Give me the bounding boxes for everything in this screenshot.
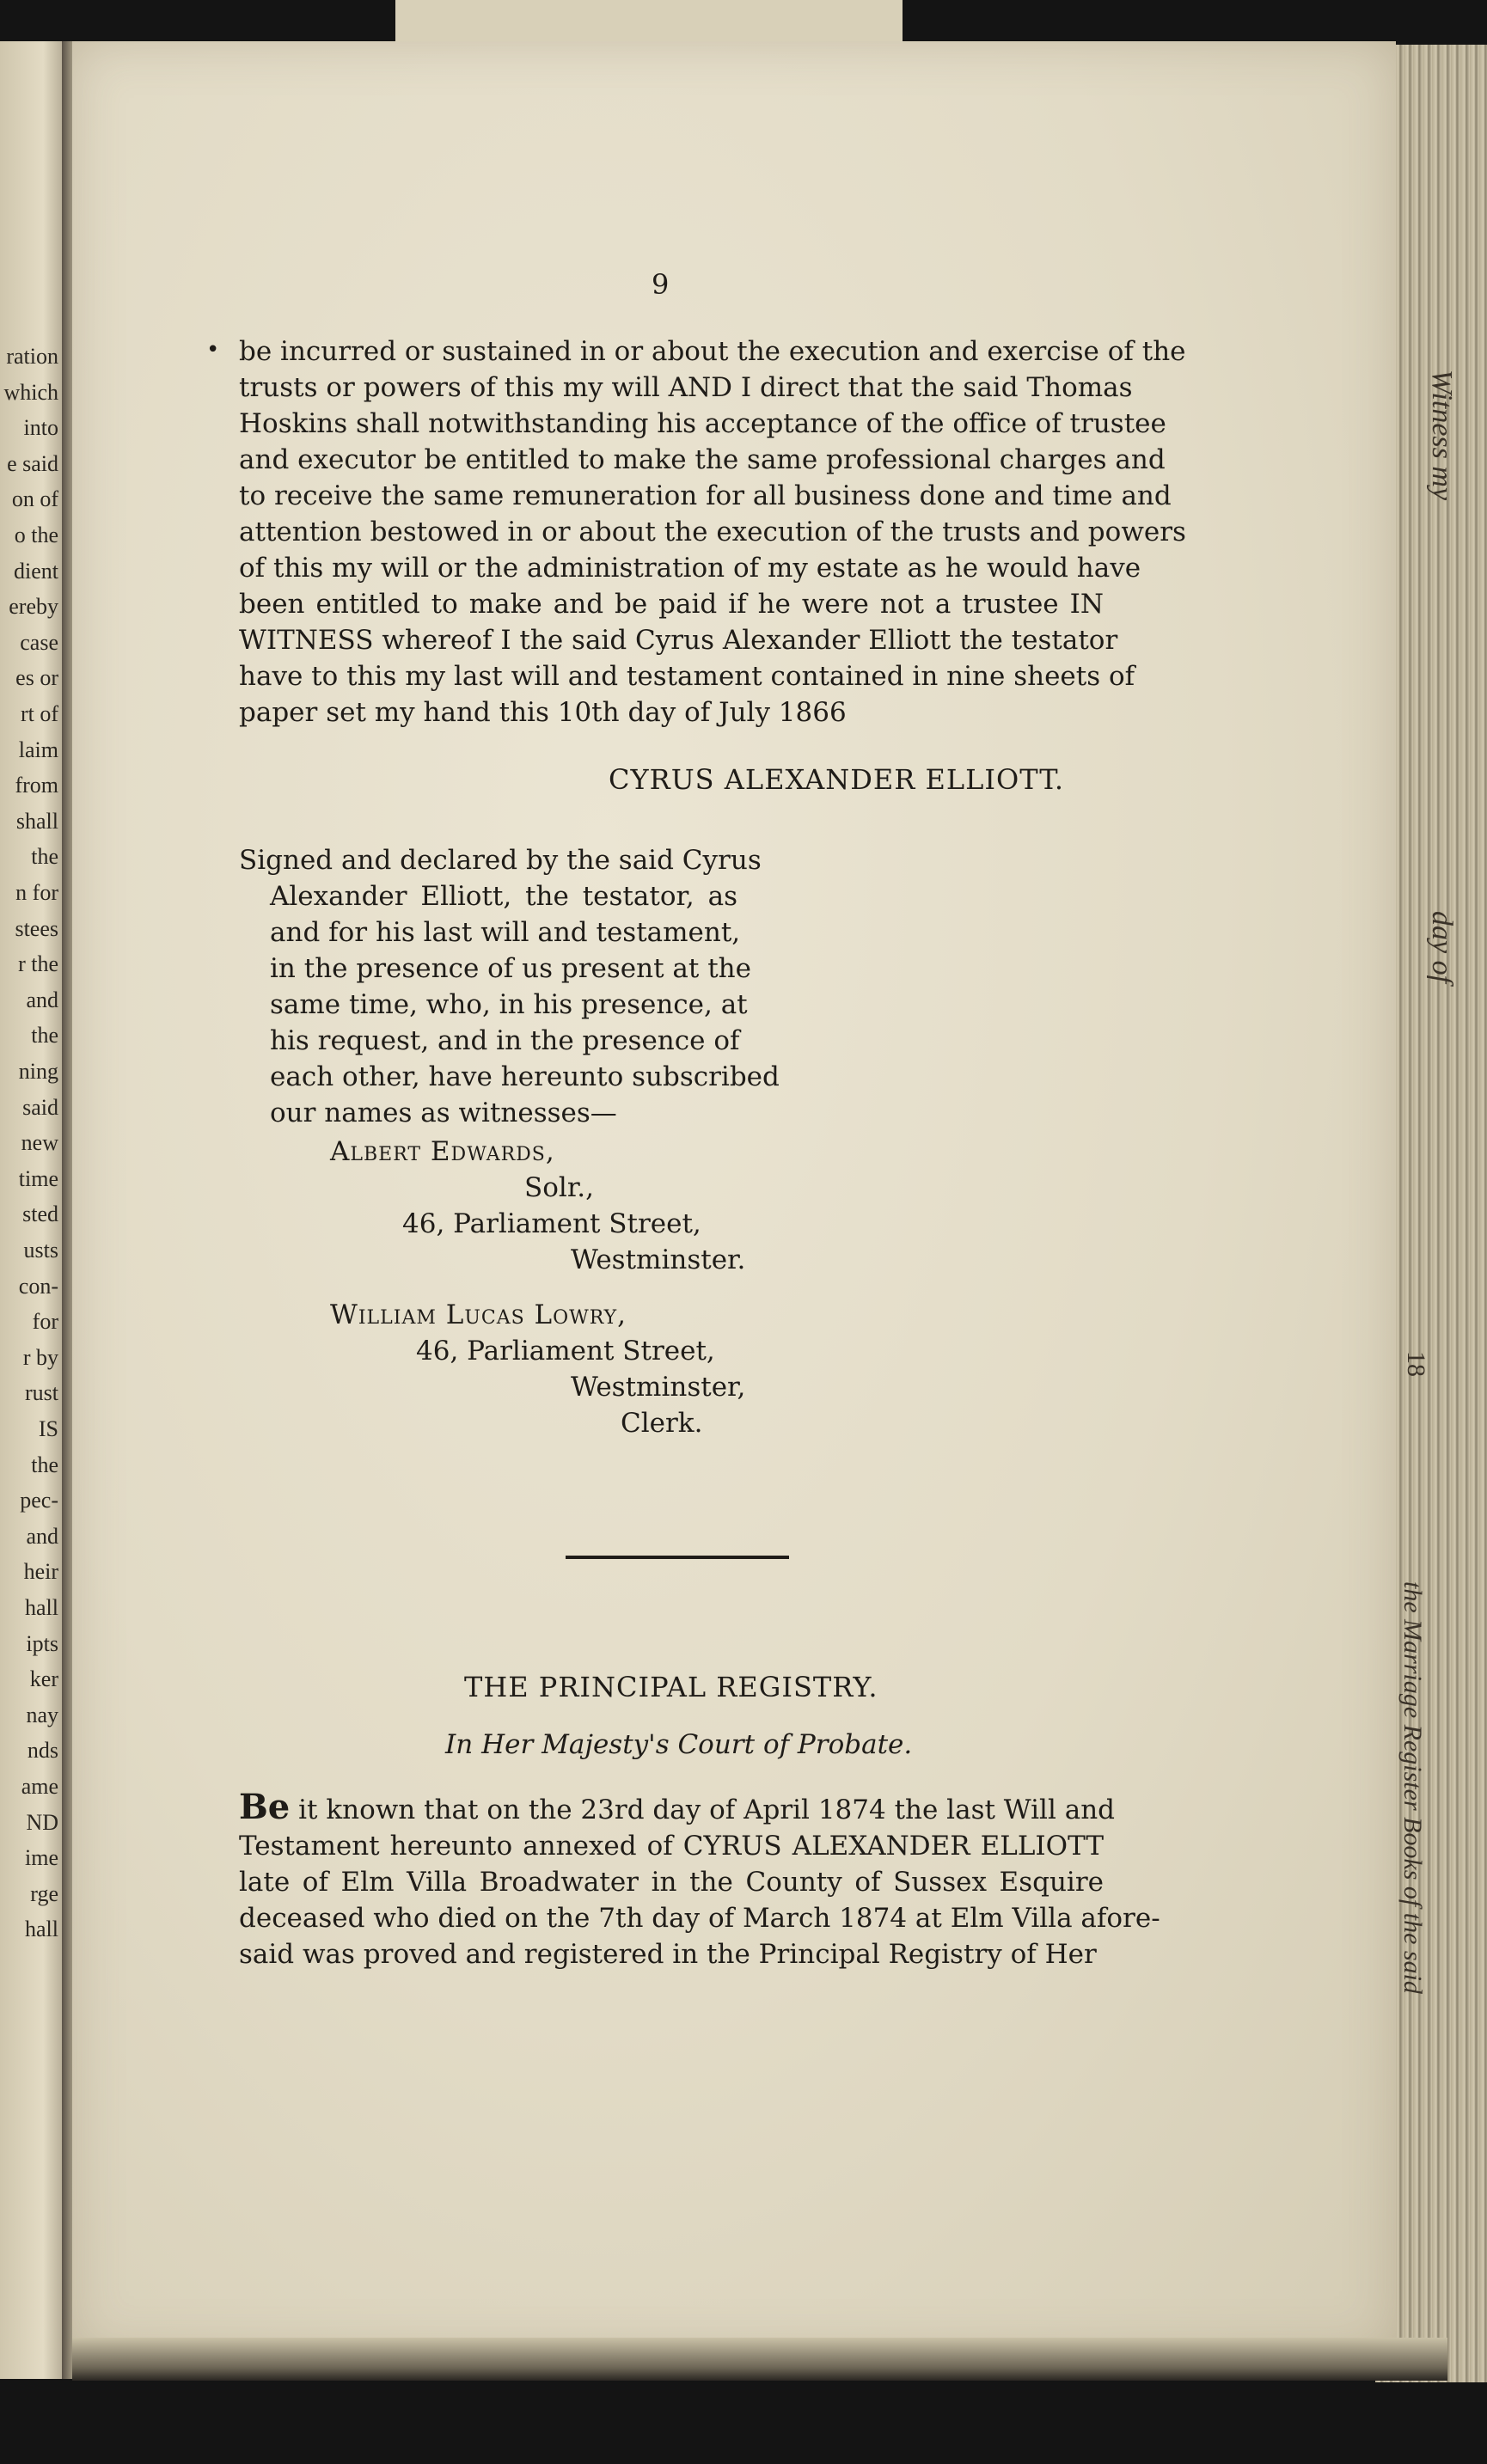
left-page-fragment: dient	[14, 558, 58, 584]
registry-dropcap: Be	[239, 1787, 291, 1827]
left-page-fragment: hall	[25, 1917, 58, 1942]
left-page-fragment: o the	[14, 523, 58, 547]
page-number: 9	[652, 268, 670, 301]
left-page-fragment: case	[20, 629, 58, 655]
book-bottom-edge	[72, 2338, 1447, 2381]
will-paragraph-line: of this my will or the administration of my estate as he would have	[239, 553, 1141, 584]
left-page-fragment: n for	[15, 880, 58, 905]
witness-1-name: Albert Edwards,	[330, 1136, 555, 1167]
left-page-fragment: IS	[38, 1416, 58, 1441]
attestation-line: his request, and in the presence of	[270, 1025, 740, 1056]
left-page-fragment: laim	[18, 737, 58, 762]
court-name: In Her Majesty's Court of Probate.	[445, 1729, 913, 1760]
registry-line: said was proved and registered in the Principal Registry of Her	[239, 1939, 1097, 1970]
spine-fragment-bottom: the Marriage Register Books of the said	[1398, 1581, 1427, 1994]
left-page-fragment: ker	[29, 1666, 58, 1692]
left-page-fragment: said	[22, 1094, 58, 1120]
will-paragraph-line: to receive the same remuneration for all business done and time and	[239, 480, 1172, 511]
will-paragraph-line: trusts or powers of this my will AND I direct that the said Thomas	[239, 372, 1133, 403]
left-page-fragment: the	[31, 1452, 58, 1477]
left-page-fragment: shall	[15, 808, 58, 834]
registry-line: Testament hereunto annexed of CYRUS ALEXANDER ELLIOTT	[239, 1831, 1104, 1862]
left-page-fragment: the	[31, 844, 58, 870]
attestation-line: each other, have hereunto subscribed	[270, 1061, 780, 1092]
registry-line: Be it known that on the 23rd day of April 1874 the last Will and	[239, 1787, 1116, 1827]
left-page-fragment: and	[26, 987, 58, 1012]
registry-line: late of Elm Villa Broadwater in the County of Sussex Esquire	[239, 1867, 1104, 1898]
will-paragraph-line: attention bestowed in or about the execution of the trusts and powers	[239, 517, 1186, 547]
book-top-strip	[395, 0, 903, 46]
left-page-edge	[0, 41, 62, 2379]
attestation-line: our names as witnesses—	[270, 1097, 617, 1128]
left-page-fragment: new	[21, 1130, 58, 1156]
left-page-fragment: ime	[25, 1845, 58, 1871]
left-page-fragment: con-	[18, 1273, 58, 1299]
witness-1-city: Westminster.	[571, 1244, 746, 1275]
will-paragraph-line: Hoskins shall notwithstanding his acceptance of the office of trustee	[239, 408, 1166, 439]
left-page-fragment: ration	[6, 344, 58, 369]
left-page-fragment: ND	[26, 1809, 58, 1835]
left-page-fragment: sted	[22, 1201, 58, 1227]
left-page-fragment: which	[3, 379, 58, 405]
left-page-fragment: rt of	[20, 701, 58, 726]
spine-fragment-top: Witness my	[1426, 370, 1458, 501]
left-page-fragment: e said	[7, 450, 58, 476]
will-paragraph	[239, 333, 1186, 731]
left-page-fragment: the	[31, 1023, 58, 1049]
left-page-fragment: ereby	[9, 594, 58, 620]
left-page-fragment: r by	[22, 1344, 58, 1370]
spine-fragment-middle: day of	[1426, 911, 1458, 984]
margin-mark: •	[206, 337, 220, 363]
left-page-fragment: ame	[21, 1774, 58, 1799]
attestation-line: in the presence of us present at the	[270, 953, 751, 984]
left-page-fragment: into	[23, 415, 58, 441]
left-page-fragment: rge	[30, 1880, 58, 1906]
will-paragraph-line: WITNESS whereof I the said Cyrus Alexander Elliott the testator	[239, 625, 1118, 656]
section-divider	[566, 1556, 789, 1559]
left-page-fragment: ning	[18, 1059, 58, 1084]
left-page-fragment: on of	[11, 486, 58, 512]
left-page-fragment: nds	[27, 1738, 58, 1764]
witness-2-street: 46, Parliament Street,	[416, 1336, 715, 1367]
attestation-line: and for his last will and testament,	[270, 917, 741, 948]
testator-signature: CYRUS ALEXANDER ELLIOTT.	[609, 763, 1064, 796]
registry-paragraph	[239, 1787, 1160, 1972]
left-page-fragment: pec-	[20, 1488, 58, 1513]
left-page-fragment: and	[26, 1523, 58, 1549]
left-page-fragment: heir	[23, 1559, 58, 1585]
left-page-fragment: es or	[15, 665, 58, 691]
will-paragraph-line: been entitled to make and be paid if he were not a trustee IN	[239, 589, 1104, 620]
registry-title: THE PRINCIPAL REGISTRY.	[464, 1671, 878, 1703]
left-page-fragment: usts	[23, 1238, 58, 1263]
attestation-clause	[239, 842, 780, 1131]
left-page-fragment: r the	[18, 951, 58, 977]
left-page-fragment: stees	[15, 915, 58, 941]
left-page-fragment: for	[32, 1309, 58, 1335]
left-page-fragment: nay	[26, 1702, 58, 1727]
will-paragraph-line: and executor be entitled to make the same professional charges and	[239, 444, 1166, 475]
attestation-line: same time, who, in his presence, at	[270, 989, 748, 1020]
left-page-fragment: rust	[25, 1380, 58, 1406]
witness-2-title: Clerk.	[621, 1408, 703, 1439]
registry-line: deceased who died on the 7th day of March 1874 at Elm Villa afore-	[239, 1903, 1160, 1934]
attestation-line: Alexander Elliott, the testator, as	[270, 881, 737, 912]
witness-2-city: Westminster,	[571, 1372, 746, 1403]
left-page-fragment: hall	[25, 1595, 58, 1620]
left-page-fragment: time	[18, 1165, 58, 1191]
witness-1-street: 46, Parliament Street,	[402, 1208, 701, 1239]
left-page-fragment: from	[15, 773, 58, 798]
attestation-line: Signed and declared by the said Cyrus	[239, 845, 762, 876]
witness-1-title: Solr.,	[524, 1172, 594, 1203]
spine-fragment-number: 18	[1402, 1351, 1430, 1377]
will-paragraph-line: have to this my last will and testament contained in nine sheets of	[239, 661, 1135, 692]
left-page-fragment: ipts	[26, 1630, 58, 1656]
will-paragraph-line: paper set my hand this 10th day of July 1866	[239, 697, 847, 728]
witness-2-name: William Lucas Lowry,	[330, 1299, 627, 1330]
will-paragraph-line: be incurred or sustained in or about the execution and exercise of the	[239, 336, 1186, 367]
